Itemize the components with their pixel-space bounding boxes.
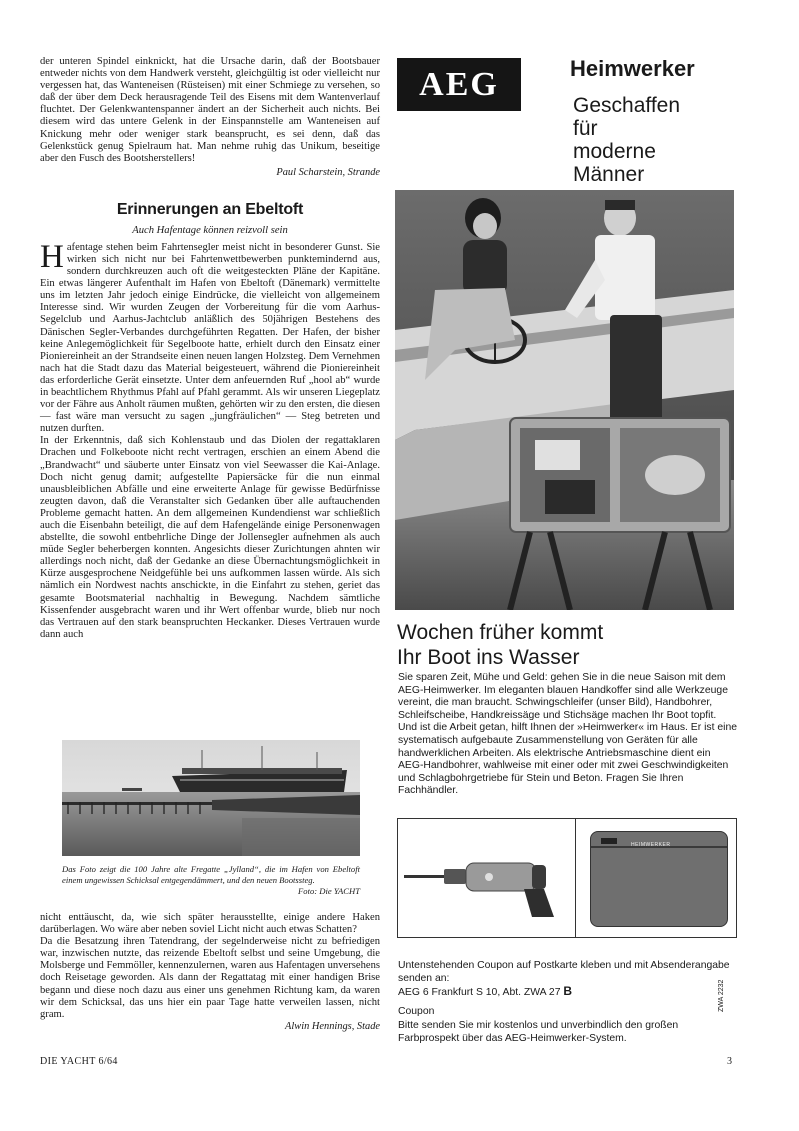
photo-credit: Foto: Die YACHT [298,886,360,896]
ad-body-text: Sie sparen Zeit, Mühe und Geld: gehen Sie in die neue Saison mit dem AEG-Heimwerker. Im eleganten blauen Handkoffer sind alle Werkzeuge vereint, die man braucht. Schwingschleifer (unser Bild), Handbohrer, Schleifscheibe, Handkreissäge und Stichsäge machen Ihr Boot topfit. Und ist die Arbeit getan, hilft Ihnen der »Heimwerker« im Haus. Er ist eine systematisch aufgebaute Zusammenstellung von Geräten für alle handwerklichen Arbeiten. Als elektrische Antriebsmaschine dient ein AEG-Handbohrer, wahlweise mit einer oder mit zwei Geschwindigkeiten und Schlagbohrgetriebe für Stein und Beton. Fragen Sie Ihren Fachhändler. [398,672,738,797]
product-image-box [397,818,737,938]
aeg-logo [397,58,521,111]
coupon-address-text: AEG 6 Frankfurt S 10, Abt. ZWA 27 [398,987,561,999]
ad-tagline-line: Geschaffen [573,94,681,117]
ad-tagline-line: Männer [573,163,645,186]
ad-tagline [573,94,680,186]
ad-tagline-line: moderne [573,140,656,163]
intro-paragraph: der unteren Spindel einknickt, hat die Ursache darin, daß der Bootsbauer entweder nichts von dem Handwerk versteht, gleichgültig ist oder vielleicht nur vergessen hat, das Wanteneisen (Rüsteisen) mit einer Schmiege zu versehen, so daß der über dem Deck herausragende Teil des Eisens mit dem Wantenverlauf fluchtet. Der Gelenkwantenspanner ändert an der Sicherheit auch nichts. Bei diesem wird das untere Gelenk in der Einspannstelle am Wanteneisen auf Knickung mehr oder weniger stark beansprucht, es sei denn, daß das Gelenkstück genug Spielraum hat. Man nehme ruhig das Unikum, beseitige aber den Fusch des Bootsherstellers! [40,56,380,164]
left-column-continued [40,912,380,1033]
frigate-photo [62,740,360,856]
coupon-address-suffix: B [563,984,573,999]
case-label: HEIMWERKER [631,842,671,848]
article-paragraph-3: nicht enttäuscht, da, wie sich später herausstellte, einige andere Haken darüberlagen. Wo wäre aber neben soviel Licht nicht auch etwas Schatten? [40,912,380,936]
workshop-photo [395,190,734,610]
coupon-text: Bitte senden Sie mir kostenlos und unverbindlich den großen Farbprospekt über das AEG-Heimwerker-System. [398,1020,679,1044]
page-number: 3 [727,1056,732,1067]
article-paragraph-1-text: afentage stehen beim Fahrtensegler meist nicht in besonderer Gunst. Sie wirken sich nicht nur bei Fahrtenwettbewerben punktemindernd aus, sondern durchkreuzen auch oft die weitgesteckten Pläne der Kapitäne. Ein etwas längerer Aufenthalt im Hafen von Ebeltoft (Dänemark) vermittelte uns im letzten Jahr jedoch einige Eindrücke, die vielleicht von allgemeinem Interesse sind. Wir wurden Zeugen der Vorbereitung für die vom Aarhus-Segelclub und Aarhus-Jachtclub anläßlich des 50jährigen Bestehens des Dänischen Segler-Verbandes durchgeführten Regatten. Der Hafen, der bisher keine Anlegemöglichkeit für Segelboote hatte, erhielt durch den Einsatz einer Pioniereinheit an der Strandseite einen neuen langen Holzsteg. Dem Vernehmen nach hat die Stadt dazu das Material beigesteuert, während die Pioniereinheit das erforderliche Gerät einsetzte. Unter dem anfeuernden Ruf „hool ab“ wurde in beachtlichem Rhythmus Pfahl auf Pfahl gerammt. Als wir unseren Liegeplatz vor der Fähre aus Anholt räumen mußten, gehörten wir zu den ersten, die diesen — fast wäre man versucht zu sagen „jungfräulichen“ — Steg betreten und nutzen durften. [40,241,380,435]
drill-image [404,847,564,917]
intro-signature: Paul Scharstein, Strande [276,166,380,178]
magazine-footer: DIE YACHT 6/64 [40,1056,118,1067]
closing-signature: Alwin Hennings, Stade [285,1020,380,1032]
ad-headline-line-1: Wochen früher kommt [397,621,604,644]
ad-tagline-line: für [573,117,598,140]
article-paragraph-1 [40,238,380,436]
article-paragraph-4: Da die Besatzung ihren Tatendrang, der segelnderweise nicht zu befriedigen war, inzwischen nutzte, das reizende Ebeltoft selbst und seine Umgebung, die Molsberge und Femmöller, kennenzulernen, waren aus Hafentagen unversehens doch Reisetage geworden. Als dann der Regattatag mit einer handigen Brise begann und diese noch dazu aus einer uns genehmen Richtung kam, da waren wir dem Schicksal, das uns hier ein paar Tage hatte verweilen lassen, nicht gram. [40,936,380,1020]
product-divider [575,818,576,938]
article-subtitle: Auch Hafentage können reizvoll sein [132,224,288,236]
case-handle [601,838,617,844]
photo-caption [62,864,360,897]
coupon-label: Coupon [398,1006,435,1017]
drop-cap: H [40,238,64,275]
tool-case-image [590,831,728,927]
article-title: Erinnerungen an Ebeltoft [116,200,304,218]
article-paragraph-2: In der Erkenntnis, daß sich Kohlenstaub und das Diolen der regattaklaren Drachen und Folkeboote nicht recht vertragen, erschien an einem Abend die „Brandwacht“ und säuberte unter Einsatz von viel Seewasser die Kai-Anlage. Doch nicht genug damit; aufgestellte Papiersäcke für die nun einmal unausbleiblichen Abfälle und eine erweiterte Anlage für gewisse Bedürfnisse zeugten davon, daß die Veranstalter sich Gedanken über alle auftauchenden Probleme gemacht hatten. An dem allgemeinen Kundendienst war schließlich auch die Eisenbahn beteiligt, die auf dem Hafengelände einige Personenwagen abstellte, die sowohl entbehrliche Dinge der Jollensegler aufnehmen als auch müde Segler beherbergen konnten. Angesichts dieser Zurichtungen ahnten wir allerdings noch nicht, daß der Gedanke an diese Übernachtungsmöglichkeit in Kürze ausgesprochene Neidgefühle bei uns aufkommen lassen würde. Als sich nämlich ein Nordwest nachts anschickte, in die Einfahrt zu stehen, geriet das gesamte Bootsmaterial nachhaltig in Bewegung. Nachdem sämtliche Kissenfender ausgebracht waren und ihr Wert offenbar wurde, blieb nur noch das Vertrauen auf den stark beanspruchten Heckanker. Dieses Vertrauen wurde dann auch [40,435,380,640]
coupon-address [398,985,738,1000]
coupon-intro [398,960,738,1000]
ad-headline [397,620,603,670]
ad-headline-line-2: Ihr Boot ins Wasser [397,646,580,669]
ad-brand-title: Heimwerker [570,56,695,81]
left-column [40,56,380,641]
coupon-intro-text: Untenstehenden Coupon auf Postkarte kleben und mit Absenderangabe senden an: [398,960,730,984]
ad-code: ZWA 2232 [718,979,725,1012]
aeg-logo-text: AEG [419,65,499,103]
photo-caption-text: Das Foto zeigt die 100 Jahre alte Fregatte „Jylland“, die im Hafen von Ebeltoft einem ungewissen Schicksal entgegendämmert, und den neuen Bootssteg. [62,864,360,885]
